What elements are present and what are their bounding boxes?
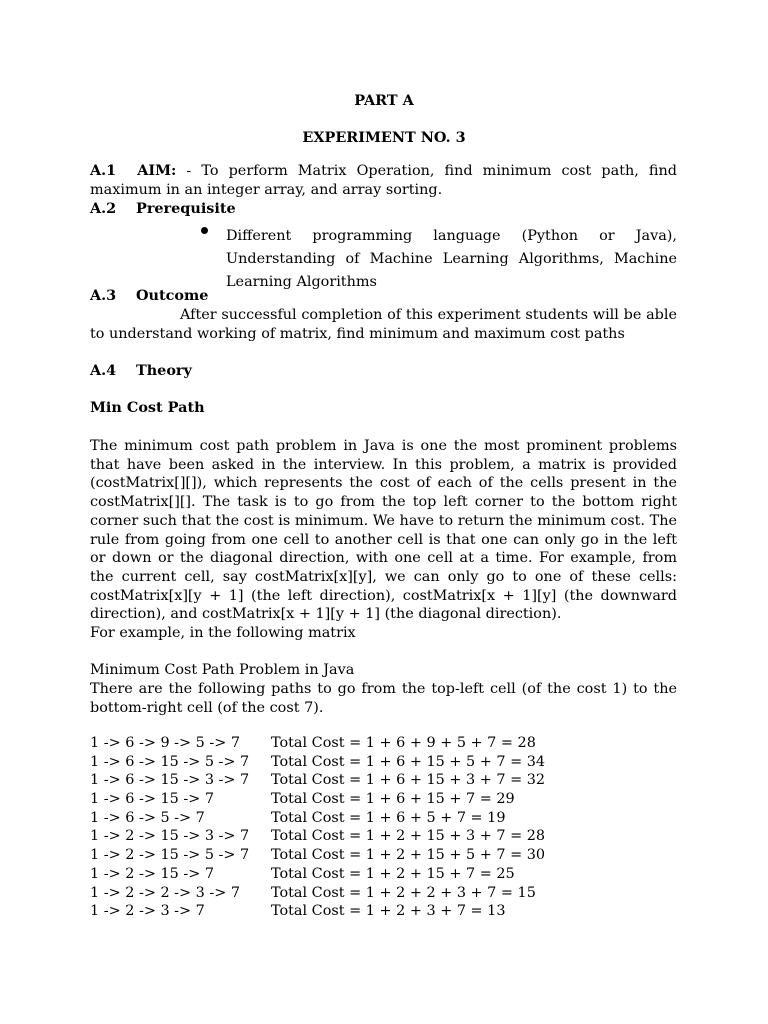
path-row [90, 846, 677, 865]
path-row [90, 809, 677, 828]
experiment-heading: EXPERIMENT NO. 3 [302, 129, 466, 146]
outcome-number: A.3 [90, 287, 117, 304]
aim-label: AIM: [137, 162, 177, 179]
theory-title: Theory [136, 362, 192, 379]
paths-intro: There are the following paths to go from the top-left cell (of the cost 1) to the bottom-right cell (of the cost 7). [90, 681, 677, 716]
path-row [90, 865, 677, 884]
path-total-cost: Total Cost = 1 + 6 + 9 + 5 + 7 = 28 [271, 735, 536, 751]
path-total-cost: Total Cost = 1 + 2 + 15 + 3 + 7 = 28 [271, 828, 546, 845]
path-route: 1 -> 6 -> 15 -> 5 -> 7 [90, 753, 250, 770]
outcome-text: After successful completion of this experiment students will be able to understand working of matrix, find minimum and maximum cost paths [90, 307, 677, 342]
aim-number: A.1 [90, 162, 117, 179]
path-row [90, 790, 677, 809]
path-route: 1 -> 2 -> 15 -> 5 -> 7 [90, 847, 250, 864]
path-total-cost: Total Cost = 1 + 6 + 15 + 7 = 29 [271, 791, 515, 808]
min-cost-path-heading: Min Cost Path [90, 399, 205, 416]
prerequisite-number: A.2 [90, 200, 117, 217]
path-route: 1 -> 2 -> 2 -> 3 -> 7 [90, 884, 241, 901]
path-total-cost: Total Cost = 1 + 2 + 3 + 7 = 13 [271, 903, 506, 920]
path-route: 1 -> 2 -> 15 -> 7 [90, 865, 214, 882]
prerequisite-title: Prerequisite [136, 200, 236, 217]
path-row [90, 771, 677, 790]
aim-text: - To perform Matrix Operation, find minimum cost path, find maximum in an integer array, and array sorting. [90, 163, 677, 198]
path-total-cost: Total Cost = 1 + 2 + 15 + 5 + 7 = 30 [271, 847, 546, 864]
path-route: 1 -> 6 -> 15 -> 7 [90, 791, 214, 808]
part-heading: PART A [354, 92, 414, 109]
path-total-cost: Total Cost = 1 + 2 + 15 + 7 = 25 [271, 865, 515, 882]
figure-caption: Minimum Cost Path Problem in Java [90, 662, 355, 678]
bullet-icon [201, 227, 208, 234]
path-total-cost: Total Cost = 1 + 2 + 2 + 3 + 7 = 15 [271, 884, 536, 901]
path-route: 1 -> 2 -> 15 -> 3 -> 7 [90, 828, 250, 845]
path-row [90, 827, 677, 846]
path-row [90, 734, 677, 753]
prerequisite-bullet: Different programming language (Python or Java), Understanding of Machine Learning Algorithms, Machine Learning Algorithms [226, 228, 677, 290]
outcome-title: Outcome [136, 287, 209, 304]
path-row [90, 884, 677, 903]
theory-paragraph: The minimum cost path problem in Java is one the most prominent problems that have been asked in the interview. In this problem, a matrix is provided (costMatrix[][]), which represents the cost of each of the cells present in the costMatrix[][]. The task is to go from the top left corner to the bottom right corner such that the cost is minimum. We have to return the minimum cost. The rule from going from one cell to another cell is that one can only go in the left or down or the diagonal direction, with one cell at a time. For example, from the current cell, say costMatrix[x][y], we can only go to one of these cells: costMatrix[x][y + 1] (the left direction), costMatrix[x + 1][y] (the downward direction), and costMatrix[x + 1][y + 1] (the diagonal direction). [90, 438, 677, 623]
path-total-cost: Total Cost = 1 + 6 + 15 + 3 + 7 = 32 [271, 772, 546, 789]
path-route: 1 -> 2 -> 3 -> 7 [90, 903, 205, 920]
path-total-cost: Total Cost = 1 + 6 + 5 + 7 = 19 [271, 809, 506, 826]
path-route: 1 -> 6 -> 15 -> 3 -> 7 [90, 772, 250, 789]
path-list [90, 734, 677, 921]
example-intro: For example, in the following matrix [90, 625, 356, 641]
path-route: 1 -> 6 -> 5 -> 7 [90, 809, 205, 826]
aim-section [90, 162, 677, 199]
path-row [90, 753, 677, 772]
path-total-cost: Total Cost = 1 + 6 + 15 + 5 + 7 = 34 [271, 753, 546, 770]
theory-number: A.4 [90, 362, 117, 379]
path-route: 1 -> 6 -> 9 -> 5 -> 7 [90, 735, 241, 751]
path-row [90, 902, 677, 921]
